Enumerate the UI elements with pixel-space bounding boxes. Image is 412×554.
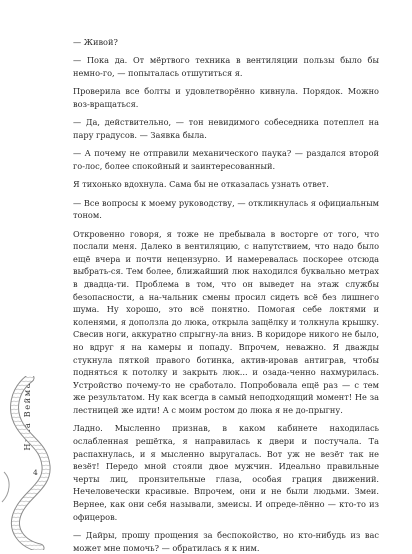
paragraph: — А почему не отправили механического паука? — раздался второй го-лос, более спокойный и заинтересованный. [73,148,379,171]
paragraph: — Дайры, прошу прощения за беспокойство, но кто-нибудь из вас может мне помочь? — обратилась я к ним. [73,529,379,553]
paragraph: Ладно. Мысленно признав, в каком кабинете находилась ослабленная решётка, я направилась к двери и постучала. Та распахнулась, и я мысленно выругалась. Вот уж не везёт так не везёт! Передо мной стояли двое мужчин. Идеально правильные черты лиц, пронзительные глаза, особая грация движений. Нечеловечески красивые. Впрочем, они и не были людьми. Змеи. Вернее, как они себя называли, змеисы. И опреде-лённо — кто-то из офицеров. [73,423,379,522]
author-running-head: Ника Веймар [22,375,32,451]
paragraph: — Пока да. От мёртвого техника в вентиляции пользы было бы немно-го, — попыталась отшутиться я. [73,55,379,78]
paragraph: — Да, действительно, — тон невидимого собеседника потеплел на пару градусов. — Заявка была. [73,117,379,140]
paragraph: Откровенно говоря, я тоже не пребывала в восторге от того, что послали меня. Далеко в вентиляцию, с напутствием, что надо было ещё вчера и почти нецензурно. И намеревалась поскорее отсюда выбрать-ся. Тем более, ближайший люк находился буквально метрах в двадца-ти. Проблема в том, что он выведет на этаж службы безопасности, а на-чальник смены просил сидеть всё без лишнего шума. Ну хорошо, это всё понятно. Помогая себе локтями и коленями, я доползла до люка, открыла защёлку и толкнула крышку. Свесив ноги, аккуратно спрыгну-ла вниз. В коридоре никого не было, но вдруг я на камеры и попаду. Впрочем, неважно. Я дважды стукнула пяткой правого ботинка, актив-ировав антиграв, чтобы подняться к потолку и закрыть люк... и озада-ченно нахмурилась. Устройство почему-то не сработало. Попробовала ещё раз — с тем же результатом. Ну как всегда в самый неподходящий момент! Не за лестницей же идти! А с моим ростом до люка я не до-прыгну. [73,228,379,416]
body-text [73,36,379,554]
paragraph: Проверила все болты и удовлетворённо кивнула. Порядок. Можно воз-вращаться. [73,86,379,109]
paragraph: Я тихонько вдохнула. Сама бы не отказалась узнать ответ. [73,179,329,190]
page-number: 4 [33,468,38,477]
paragraph: — Все вопросы к моему руководству, — откликнулась я официальным тоном. [73,197,379,221]
snake-ornament [0,376,70,550]
paragraph: — Живой? [73,37,118,47]
